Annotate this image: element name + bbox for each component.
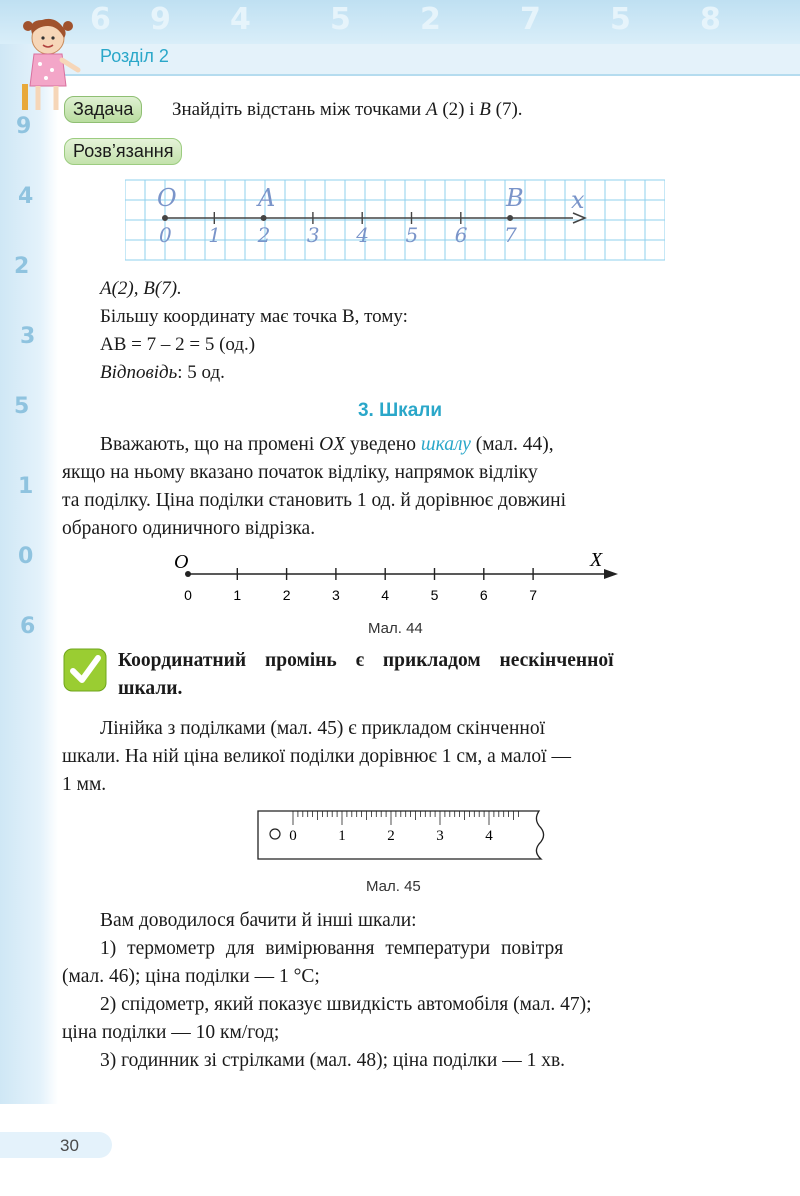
list-item-1-line-2: (мал. 46); ціна поділки — 1 °С;: [62, 966, 320, 987]
para2-line-1: Лінійка з поділками (мал. 45) є прикладом скінченної: [100, 718, 545, 739]
answer-value: : 5 од.: [177, 362, 225, 383]
grid-point-a-label: A: [258, 184, 276, 212]
page-number-tab: [0, 1132, 112, 1158]
task-coord-b: (7).: [490, 99, 523, 120]
solution-label-badge: Розв’язання: [64, 138, 182, 165]
figure-45-ruler: [257, 810, 547, 860]
fig44-tick-label: 4: [381, 587, 390, 603]
fig44-tick-label: 1: [233, 587, 242, 603]
answer-label: Відповідь: [100, 362, 178, 383]
fig44-tick-label: 7: [529, 587, 537, 603]
grid-tick-label: 2: [257, 223, 271, 247]
grid-tick-label: 7: [504, 223, 517, 247]
fig44-caption: Мал. 44: [368, 620, 423, 637]
grid-point-dot: [507, 215, 513, 221]
solution-line-2: Більшу координату має точка B, тому:: [100, 306, 408, 327]
grid-tick-label: 5: [405, 223, 419, 247]
fig44-origin-label: O: [174, 551, 189, 573]
para1-l1-c: уведено: [345, 434, 421, 455]
section-label: Розділ 2: [100, 46, 169, 66]
list-item-2-line-2: ціна поділки — 10 км/год;: [62, 1022, 280, 1043]
ruler-body: [258, 811, 544, 859]
fig44-tick-label: 3: [332, 587, 340, 603]
para1-l1-a: Вважають, що на промені: [100, 434, 320, 455]
answer-line: [100, 360, 225, 386]
check-icon: [62, 647, 108, 693]
list-item-1-line-1: 1) термометр для вимірювання температури повітря: [100, 938, 564, 959]
ruler-tick-label: 2: [387, 828, 395, 844]
fig44-axis-label: X: [590, 549, 603, 571]
grid-tick-label: 6: [454, 223, 468, 247]
solution-line-3: AB = 7 – 2 = 5 (од.): [100, 334, 256, 355]
fig44-axis-arrow: [604, 569, 618, 579]
grid-tick-label: 3: [306, 223, 320, 247]
para1-line-3: та поділку. Ціна поділки становить 1 од. й дорівнює довжині: [62, 490, 567, 511]
ruler-tick-label: 0: [289, 828, 297, 844]
page-number: 30: [60, 1136, 79, 1155]
list-item-2-line-1: 2) спідометр, який показує швидкість автомобіля (мал. 47);: [100, 994, 592, 1015]
left-decor-band: 9 4 2 3 5 1 0 6: [0, 44, 58, 1104]
task-point-a: A: [425, 99, 438, 120]
grid-axis-label: x: [571, 186, 585, 214]
grid-tick-label: 1: [208, 223, 222, 247]
fig44-tick-label: 6: [479, 587, 488, 603]
fig44-tick-label: 0: [184, 587, 192, 603]
grid-number-line-figure: [125, 178, 665, 262]
solution-line-1: A(2), B(7).: [100, 278, 182, 299]
figure-44-number-line: [160, 548, 630, 610]
task-text: [172, 97, 523, 123]
task-text-lead: Знайдіть відстань між точками: [172, 99, 426, 120]
list-item-3: 3) годинник зі стрілками (мал. 48); ціна поділки — 1 хв.: [100, 1050, 566, 1071]
fig44-tick-label: 2: [282, 587, 291, 603]
task-coord-a: (2) і: [437, 99, 480, 120]
ruler-tick-label: 4: [485, 828, 493, 844]
ruler-tick-label: 1: [338, 828, 346, 844]
fig44-tick-label: 5: [430, 587, 439, 603]
grid-point-b-label: B: [506, 184, 524, 212]
term-scale-link: шкалу: [420, 434, 471, 455]
ruler-tick-label: 3: [436, 828, 444, 844]
para2-line-2: шкали. На ній ціна великої поділки дорівнює 1 см, а малої —: [62, 746, 571, 767]
task-label-badge: Задача: [64, 96, 142, 123]
grid-origin-label: O: [157, 184, 177, 212]
grid-tick-label: 0: [159, 223, 172, 247]
list-intro: Вам доводилося бачити й інші шкали:: [100, 910, 417, 931]
top-decor-band: 6 9 4 5 2 7 5 8: [0, 0, 800, 44]
para1-line-4: обраного одиничного відрізка.: [62, 518, 316, 539]
task-point-b: B: [479, 99, 491, 120]
grid-axis-arrow: [573, 213, 585, 223]
highlight-line-2: шкали.: [118, 678, 183, 699]
fig45-caption: Мал. 45: [366, 878, 421, 895]
para1-line-2: якщо на ньому вказано початок відліку, напрямок відліку: [62, 462, 538, 483]
para1-l1-ox: OX: [319, 434, 346, 455]
grid-tick-label: 4: [356, 223, 369, 247]
para2-line-3: 1 мм.: [62, 774, 107, 795]
para1-l1-e: (мал. 44),: [470, 434, 554, 455]
section-heading: 3. Шкали: [357, 400, 443, 421]
highlight-line-1: Координатний промінь є прикладом нескінченної: [118, 650, 614, 671]
grid-point-dot: [261, 215, 267, 221]
para1-line-1: [100, 432, 554, 458]
grid-point-dot: [162, 215, 168, 221]
